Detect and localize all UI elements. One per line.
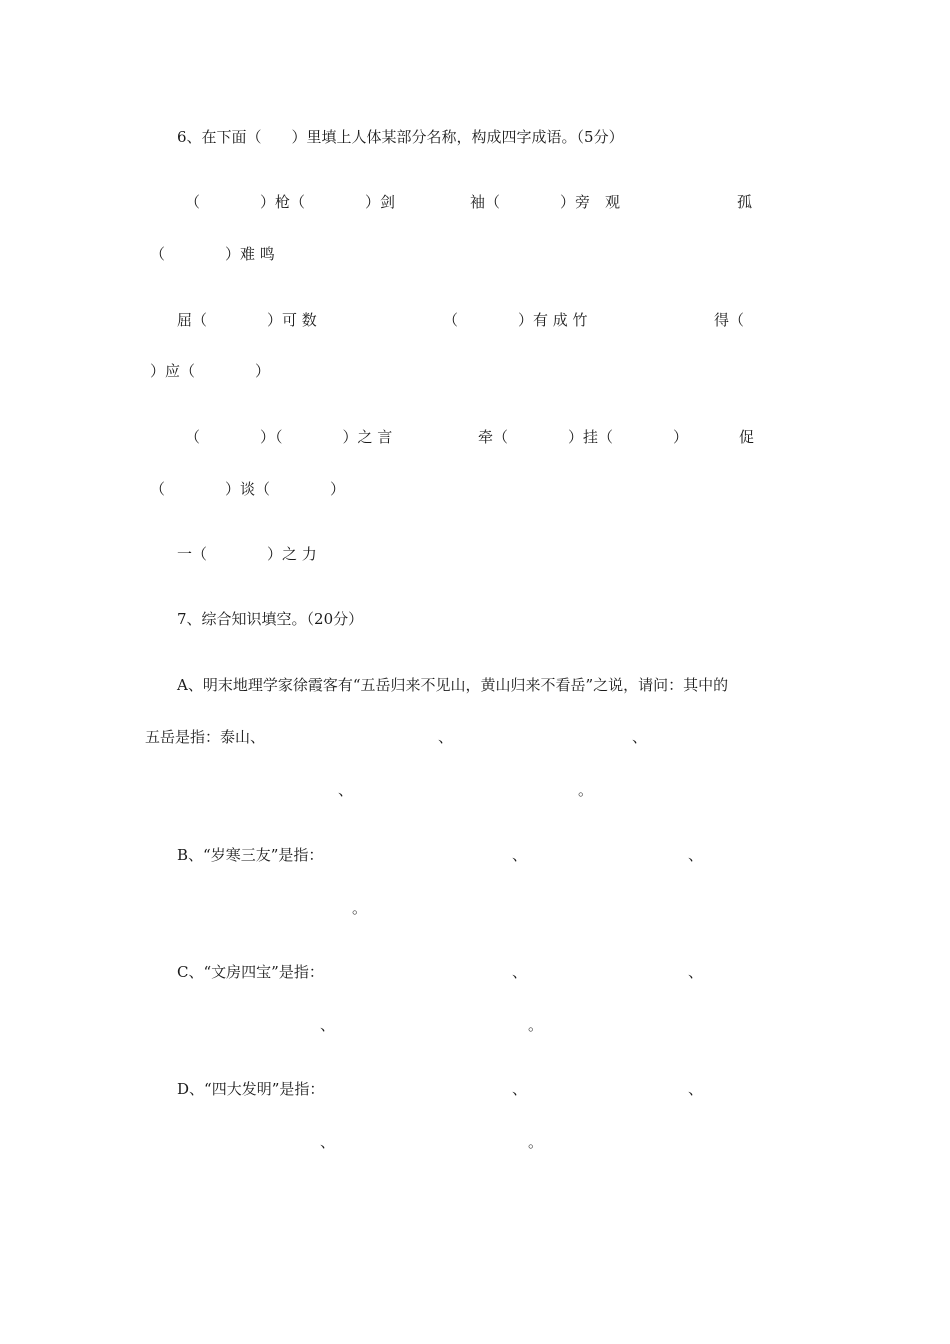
q6-row3-idiom-1: （ ）（ ）之 言 — [185, 428, 393, 446]
q7-a-line-1: A、明末地理学家徐霞客有“五岳归来不见山，黄山归来不看岳”之说，请问：其中的 — [177, 676, 729, 694]
q7-a-separator-1: 、 — [438, 728, 454, 746]
q7-a-end: 。 — [578, 781, 594, 799]
q6-row1-idiom-1: （ ）枪（ ）剑 — [185, 193, 396, 211]
q7-c-label: C、“文房四宝”是指： — [177, 963, 324, 981]
q6-row2-idiom-3-end: ）应（ ） — [150, 362, 271, 380]
q7-c-end: 。 — [528, 1016, 544, 1034]
q7-a-line-2: 五岳是指：泰山、 — [145, 728, 266, 746]
q7-d-end: 。 — [528, 1133, 544, 1151]
q6-row1-idiom-3-start: 孤 — [737, 193, 753, 211]
q6-row2-idiom-3-start: 得（ — [714, 311, 745, 329]
q7-d-separator-2: 、 — [688, 1080, 704, 1098]
q6-row3-idiom-3-end: （ ）谈（ ） — [150, 480, 346, 498]
q7-b-separator-1: 、 — [512, 846, 528, 864]
q6-row3-idiom-3-start: 促 — [739, 428, 755, 446]
q7-b-label: B、“岁寒三友”是指： — [177, 846, 324, 864]
q7-c-separator-1: 、 — [512, 963, 528, 981]
q7-c-separator-3: 、 — [320, 1016, 336, 1034]
q7-c-separator-2: 、 — [688, 963, 704, 981]
q7-d-separator-3: 、 — [320, 1133, 336, 1151]
q7-d-separator-1: 、 — [512, 1080, 528, 1098]
q6-row2-idiom-2: （ ）有 成 竹 — [443, 311, 588, 329]
q6-title: 6、在下面（ ）里填上人体某部分名称，构成四字成语。（5分） — [177, 128, 624, 146]
q7-a-separator-2: 、 — [632, 728, 648, 746]
q6-row1-idiom-3-end: （ ）难 鸣 — [150, 245, 275, 263]
q6-row4-idiom-1: 一（ ）之 力 — [177, 545, 317, 563]
q7-a-separator-3: 、 — [338, 781, 354, 799]
q7-b-end: 。 — [352, 899, 368, 917]
q7-title: 7、综合知识填空。（20分） — [177, 610, 364, 628]
q7-b-separator-2: 、 — [688, 846, 704, 864]
q6-row3-idiom-2: 牵（ ）挂（ ） — [478, 428, 689, 446]
q7-d-label: D、“四大发明”是指： — [177, 1080, 325, 1098]
q6-row1-idiom-2: 袖（ ）旁 观 — [470, 193, 621, 211]
q6-row2-idiom-1: 屈（ ）可 数 — [177, 311, 317, 329]
